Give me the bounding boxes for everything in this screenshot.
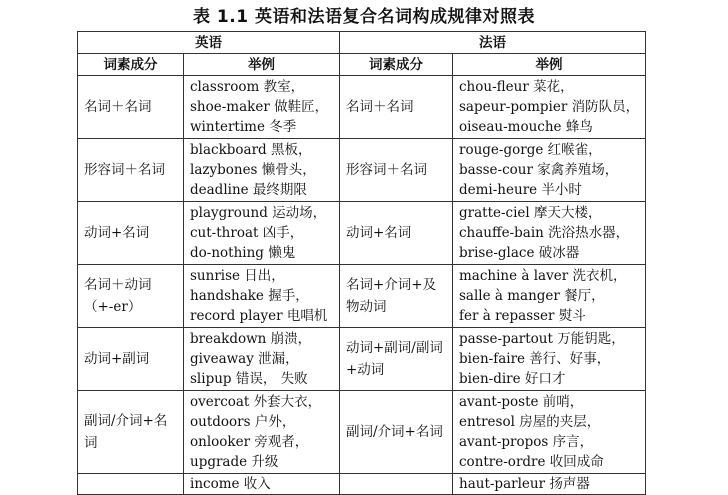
- fr-composition: 动词+名词: [340, 202, 453, 265]
- example-item: lazybones 懒骨头，: [190, 162, 316, 178]
- fr-examples: [453, 139, 646, 202]
- example-item: rouge-gorge 红喉雀，: [459, 142, 602, 158]
- example-item: record player 电唱机: [190, 308, 328, 324]
- comparison-table: [77, 31, 646, 495]
- fr-composition-header: 词素成分: [340, 54, 453, 76]
- example-item: entresol 房屋的夹层，: [459, 414, 601, 430]
- example-item: brise-glace 破冰器: [459, 245, 580, 261]
- example-item: gratte-ciel 摩天大楼，: [459, 205, 602, 221]
- en-composition-header: 词素成分: [78, 54, 184, 76]
- example-item: avant-poste 前哨，: [459, 394, 584, 410]
- en-composition: 形容词＋名词: [78, 139, 184, 202]
- example-item: machine à laver 洗衣机，: [459, 268, 627, 284]
- example-item: bien-faire 善行、好事，: [459, 351, 611, 367]
- table-row: [78, 76, 646, 139]
- example-item: breakdown 崩溃，: [190, 331, 312, 347]
- en-composition: 名词＋动词（+-er）: [78, 265, 184, 328]
- table-row: [78, 139, 646, 202]
- example-item: passe-partout 万能钥匙，: [459, 331, 625, 347]
- example-item: oiseau-mouche 蜂鸟: [459, 119, 593, 135]
- en-composition: 副词/介词+名词: [78, 391, 184, 474]
- en-examples: [184, 139, 340, 202]
- english-header: 英语: [78, 32, 340, 54]
- example-item: basse-cour 家禽养殖场，: [459, 162, 619, 178]
- french-header: 法语: [340, 32, 646, 54]
- fr-composition: [340, 474, 453, 495]
- fr-composition: 名词+介词+及物动词: [340, 265, 453, 328]
- example-item: cut-throat 凶手，: [190, 225, 304, 241]
- example-item: do-nothing 懒鬼: [190, 245, 296, 261]
- fr-examples: [453, 202, 646, 265]
- example-item: classroom 教室，: [190, 79, 305, 95]
- example-item: chou-fleur 菜花，: [459, 79, 574, 95]
- fr-examples: haut-parleur 扬声器: [453, 474, 646, 495]
- language-header-row: [78, 32, 646, 54]
- example-item: bien-dire 好口才: [459, 371, 566, 387]
- example-item: deadline 最终期限: [190, 182, 307, 198]
- en-composition: 动词+名词: [78, 202, 184, 265]
- example-item: fer à repasser 熨斗: [459, 308, 586, 324]
- example-item: wintertime 冬季: [190, 119, 297, 135]
- fr-examples-header: 举例: [453, 54, 646, 76]
- table-row: [78, 265, 646, 328]
- fr-examples: [453, 328, 646, 391]
- example-item: handshake 握手，: [190, 288, 309, 304]
- example-item: salle à manger 餐厅，: [459, 288, 605, 304]
- table-row: [78, 328, 646, 391]
- table-row-cutoff: [78, 474, 646, 495]
- en-composition: 动词+副词: [78, 328, 184, 391]
- en-examples-header: 举例: [184, 54, 340, 76]
- fr-composition: 名词＋名词: [340, 76, 453, 139]
- example-item: outdoors 户外，: [190, 414, 296, 430]
- en-examples: [184, 76, 340, 139]
- example-item: playground 运动场，: [190, 205, 327, 221]
- column-header-row: [78, 54, 646, 76]
- table-title: 表 1.1 英语和法语复合名词构成规律对照表: [193, 7, 535, 27]
- fr-composition: 动词+副词/副词+动词: [340, 328, 453, 391]
- fr-examples: [453, 391, 646, 474]
- example-item: slipup 错误， 失败: [190, 371, 308, 387]
- en-examples: income 收入: [184, 474, 340, 495]
- en-composition: [78, 474, 184, 495]
- example-item: giveaway 泄漏，: [190, 351, 299, 367]
- en-examples: [184, 328, 340, 391]
- example-item: sapeur-pompier 消防队员，: [459, 99, 640, 115]
- example-item: chauffe-bain 洗浴热水器，: [459, 225, 630, 241]
- en-examples: [184, 265, 340, 328]
- fr-examples: [453, 265, 646, 328]
- fr-composition: 副词/介词+名词: [340, 391, 453, 474]
- example-item: contre-ordre 收回成命: [459, 454, 604, 470]
- example-item: onlooker 旁观者，: [190, 434, 309, 450]
- fr-composition: 形容词＋名词: [340, 139, 453, 202]
- fr-examples: [453, 76, 646, 139]
- example-item: sunrise 日出，: [190, 268, 285, 284]
- en-examples: [184, 391, 340, 474]
- example-item: demi-heure 半小时: [459, 182, 582, 198]
- example-item: avant-propos 序言，: [459, 434, 594, 450]
- example-item: shoe-maker 做鞋匠，: [190, 99, 329, 115]
- table-row: [78, 391, 646, 474]
- example-item: blackboard 黑板，: [190, 142, 312, 158]
- table-row: [78, 202, 646, 265]
- en-composition: 名词＋名词: [78, 76, 184, 139]
- example-item: overcoat 外套大衣，: [190, 394, 322, 410]
- en-examples: [184, 202, 340, 265]
- example-item: upgrade 升级: [190, 454, 279, 470]
